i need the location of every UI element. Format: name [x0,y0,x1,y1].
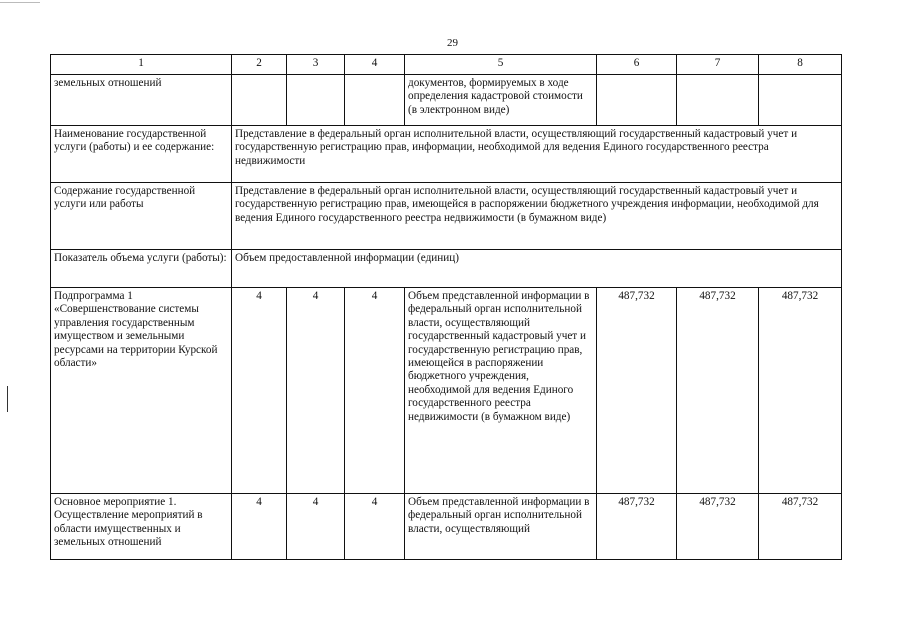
column-number: 8 [759,55,842,75]
page-number: 29 [447,37,458,49]
column-number: 1 [51,55,232,75]
main-event-row [51,494,842,560]
row-value: Представление в федеральный орган исполнительной власти, осуществляющий государственный кадастровый учет и государственную регистрацию прав, имеющейся в распоряжении бюджетного учреждения информации, необходимой для ведения Единого государственного реестра недвижимости (в бумажном виде) [232,183,842,250]
code-cell: 4 [287,494,345,560]
code-cell: 4 [287,288,345,494]
table-cell [287,75,345,126]
volume-indicator-row [51,250,842,288]
scan-edge-mark-top [0,2,40,3]
indicator-description: Объем представленной информации в федеральный орган исполнительной власти, осуществляющий [405,494,597,560]
value-cell: 487,732 [759,494,842,560]
budget-table [50,54,842,560]
table-cell [232,75,287,126]
column-number: 2 [232,55,287,75]
column-number: 3 [287,55,345,75]
table-cell [345,75,405,126]
table-cell [677,75,759,126]
code-cell: 4 [345,288,405,494]
row-label: земельных отношений [51,75,232,126]
service-content-row [51,183,842,250]
column-number: 6 [597,55,677,75]
subprogram-row [51,288,842,494]
row-value: Представление в федеральный орган исполнительной власти, осуществляющий государственный кадастровый учет и государственную регистрацию прав, информации, необходимой для ведения Единого государственного реестра недвижимости [232,126,842,183]
scan-edge-mark-left [7,386,8,412]
value-cell: 487,732 [759,288,842,494]
column-number-row [51,55,842,75]
continuation-row [51,75,842,126]
row-label: Показатель объема услуги (работы): [51,250,232,288]
value-cell: 487,732 [677,494,759,560]
column-number: 7 [677,55,759,75]
table-cell [759,75,842,126]
value-cell: 487,732 [597,494,677,560]
value-cell: 487,732 [677,288,759,494]
table-cell [597,75,677,126]
code-cell: 4 [345,494,405,560]
row-value: Объем предоставленной информации (единиц) [232,250,842,288]
service-name-row [51,126,842,183]
indicator-description: документов, формируемых в ходе определения кадастровой стоимости (в электронном виде) [405,75,597,126]
code-cell: 4 [232,494,287,560]
value-cell: 487,732 [597,288,677,494]
column-number: 5 [405,55,597,75]
subprogram-title: Подпрограмма 1 «Совершенствование системы управления государственным имуществом и земельными ресурсами на территории Курской области» [51,288,232,494]
code-cell: 4 [232,288,287,494]
column-number: 4 [345,55,405,75]
row-label: Содержание государственной услуги или работы [51,183,232,250]
indicator-description: Объем представленной информации в федеральный орган исполнительной власти, осуществляющий государственный кадастровый учет и государственную регистрацию прав, имеющейся в распоряжении бюджетного учреждения, необходимой для ведения Единого государственного реестра недвижимости (в бумажном виде) [405,288,597,494]
event-title: Основное мероприятие 1. Осуществление мероприятий в области имущественных и земельных отношений [51,494,232,560]
row-label: Наименование государственной услуги (работы) и ее содержание: [51,126,232,183]
